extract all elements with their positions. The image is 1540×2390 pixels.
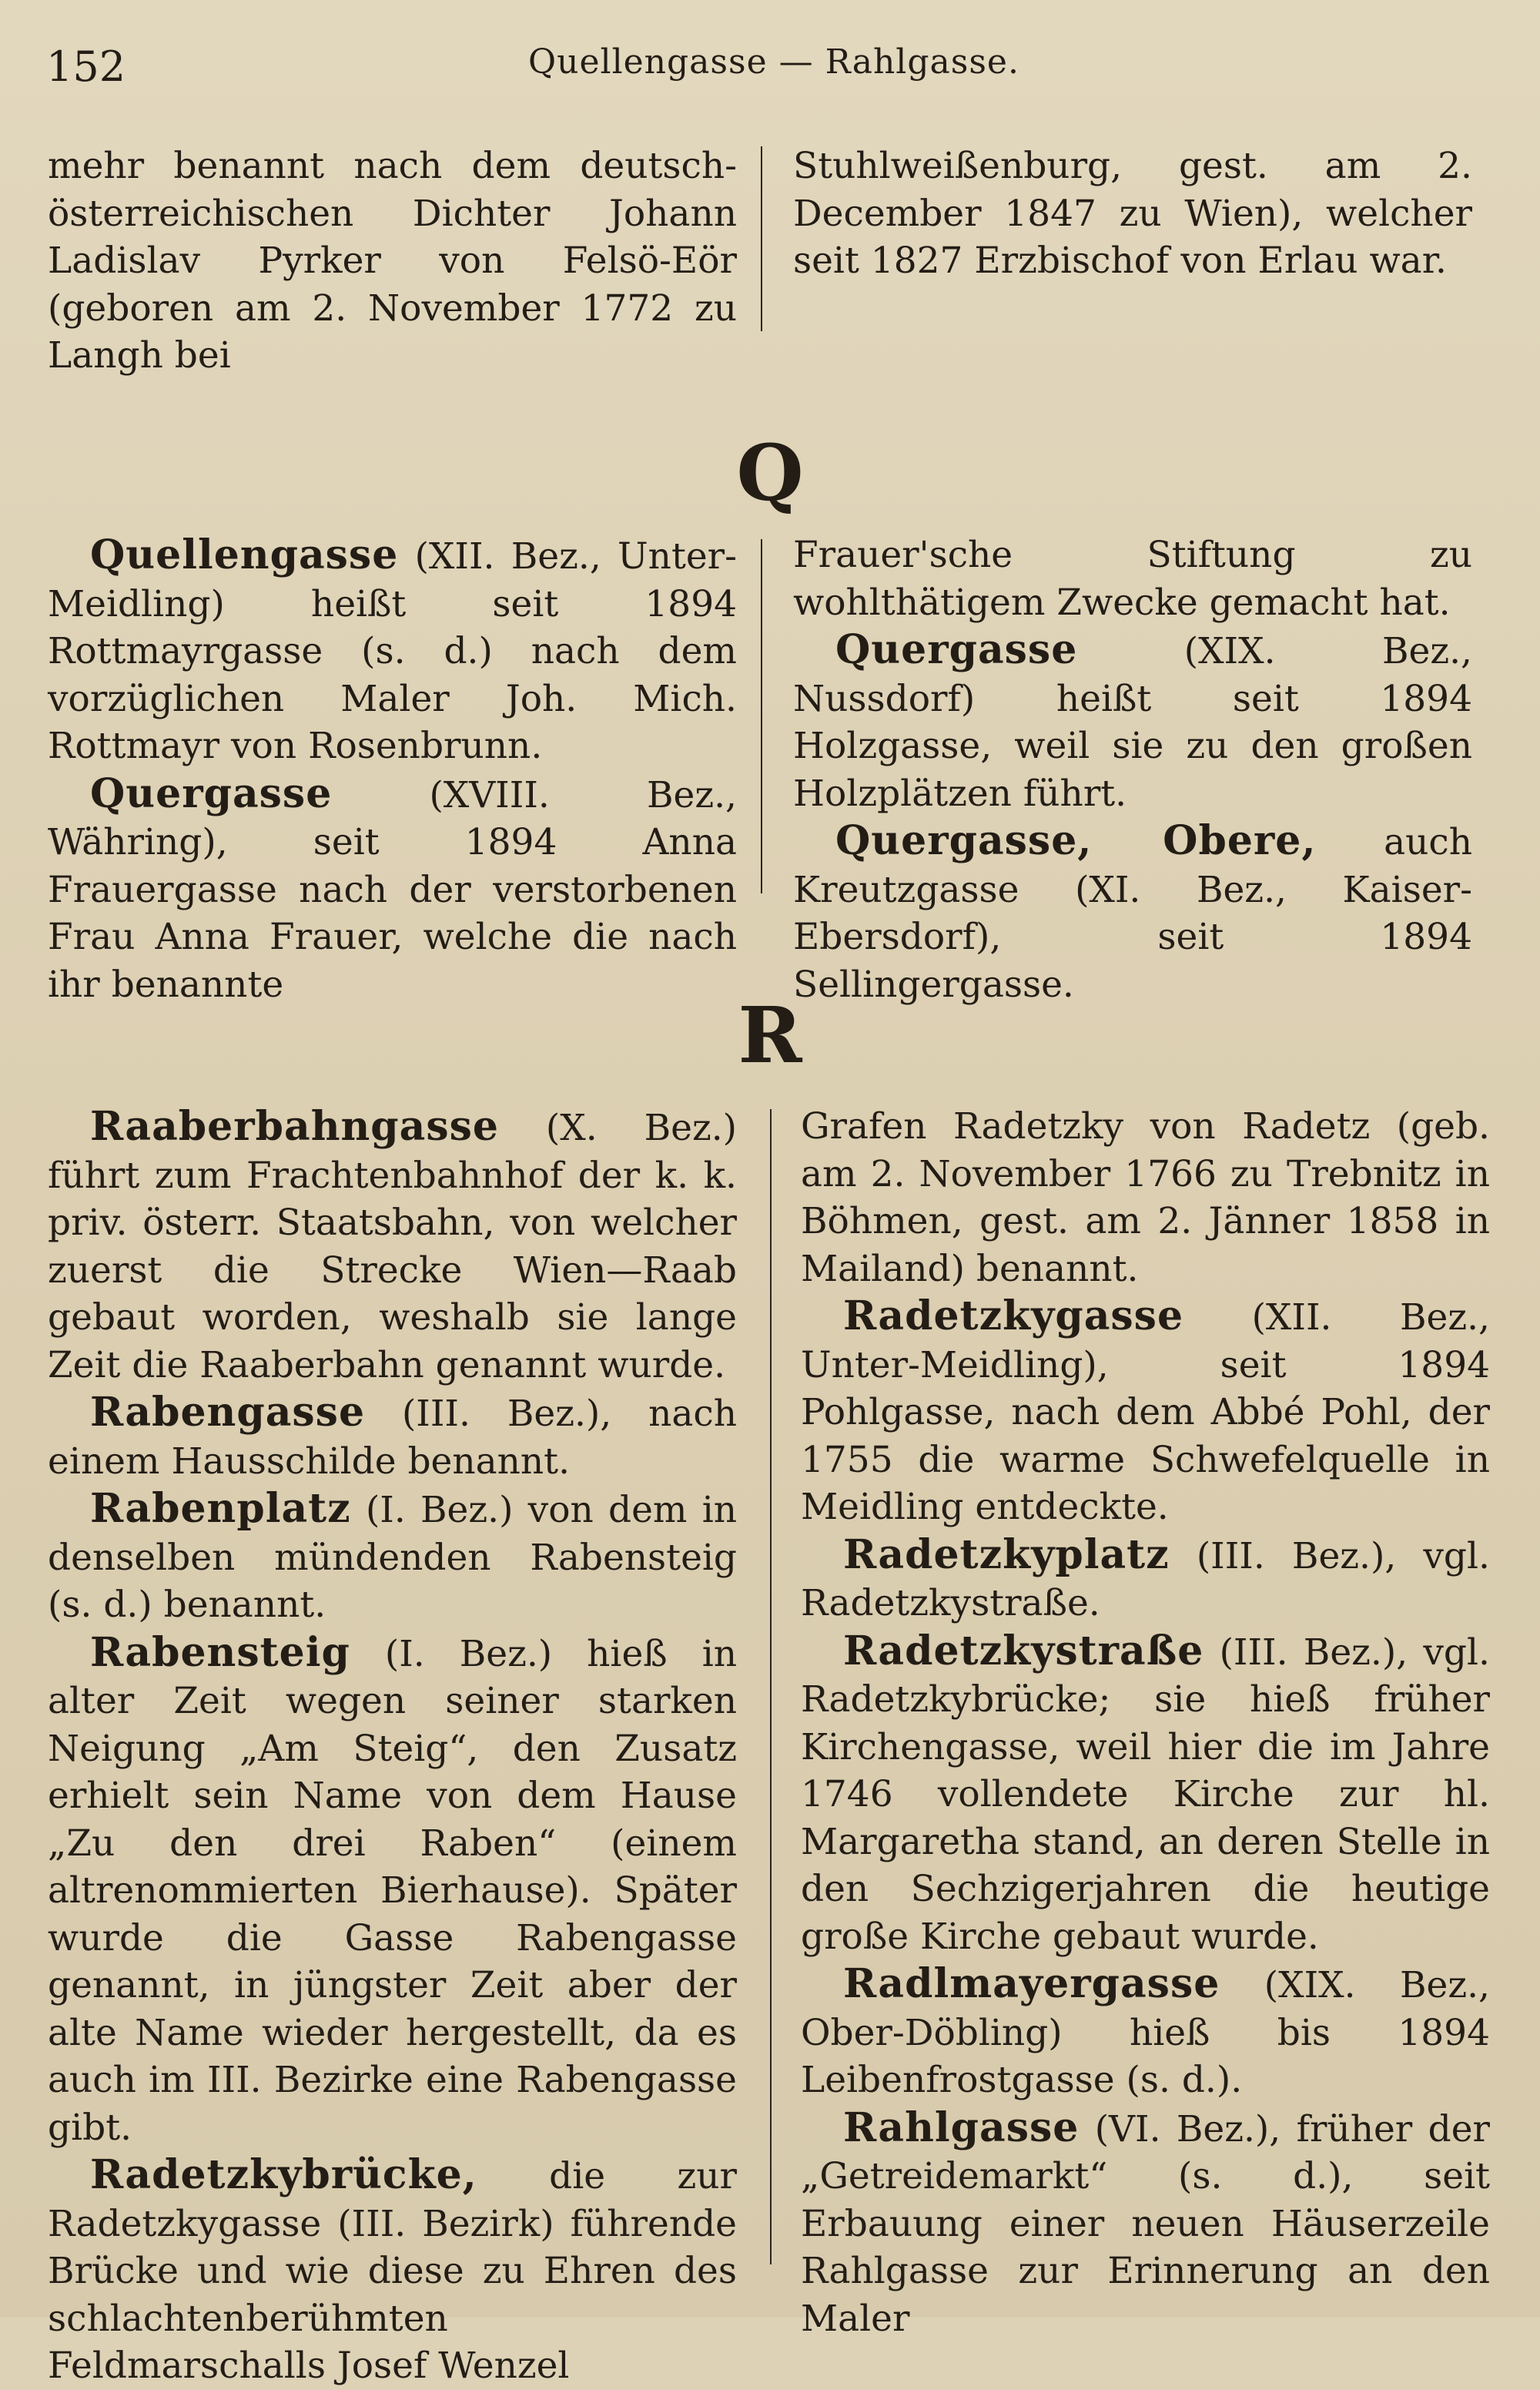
entry-text: (X. Bez.) führt zum Frachtenbahnhof der k. k. priv. österr. Staatsbahn, von welcher zuerst die Strecke Wien—Raab gebaut worden, weshalb sie lange Zeit die Raaberbahn genannt wurde. <box>48 1107 737 1386</box>
entry <box>801 1960 1490 2104</box>
entry-text: (III. Bez.), vgl. Radetzkybrücke; sie hieß früher Kirchengasse, weil hier die im Jahre 1746 vollendete Kirche zur hl. Margaretha stand, an deren Stelle in den Sechzigerjahren die heutige große Kirche gebaut wurde. <box>801 1631 1490 1958</box>
entry-text: (I. Bez.) hieß in alter Zeit wegen seiner starken Neigung „Am Steig“, den Zusatz erhielt sein Name von dem Hause „Zu den drei Raben“ (einem altrenommierten Bierhause). Später wurde die Gasse Rabengasse genannt, in jüngster Zeit aber der alte Name wieder hergestellt, da es auch im III. Bezirke eine Rabengasse gibt. <box>48 1632 737 2149</box>
entry <box>48 770 737 1009</box>
entry-text: (XIX. Bez., Ober-Döbling) hieß bis 1894 Leibenfrostgasse (s. d.). <box>801 1964 1490 2101</box>
entry-keyword: Quergasse, Obere, <box>835 817 1317 864</box>
continued-text: mehr benannt nach dem deutsch-österreichischen Dichter Johann Ladislav Pyrker von Felsö-Eör (geboren am 2. November 1772 zu Langh bei <box>48 145 737 377</box>
entry <box>48 1629 737 2152</box>
entry-keyword: Rahlgasse <box>843 2103 1080 2151</box>
entry <box>801 1292 1490 1531</box>
entry-keyword: Raaberbahngasse <box>90 1103 499 1150</box>
entry <box>48 1389 737 1485</box>
entry-text: (XVIII. Bez., Währing), seit 1894 Anna Frauergasse nach der verstorbenen Frau Anna Frauer, welche die nach ihr benannte <box>48 773 737 1006</box>
entry-keyword: Radlmayergasse <box>843 1960 1220 2007</box>
entry-keyword: Rabenplatz <box>90 1485 351 1532</box>
entry-text: (III. Bez.), nach einem Hausschilde benannt. <box>48 1393 737 1483</box>
entry-keyword: Radetzkystraße <box>843 1627 1204 1674</box>
continued-text: Stuhlweißenburg, gest. am 2. December 1847 zu Wien), welcher seit 1827 Erzbischof von Erlau war. <box>793 145 1472 282</box>
page-header <box>46 42 1502 96</box>
entry <box>801 1627 1490 1961</box>
running-title: Quellengasse — Rahlgasse. <box>528 42 1019 82</box>
continued-text: Frauer'sche Stiftung zu wohlthätigem Zwecke gemacht hat. <box>793 534 1472 624</box>
entry-text: (I. Bez.) von dem in denselben mündenden Rabensteig (s. d.) benannt. <box>48 1489 737 1626</box>
column-divider <box>761 146 762 331</box>
entry-text: (XII. Bez., Unter-Meidling) heißt seit 1894 Rottmayrgasse (s. d.) nach dem vorzüglichen Maler Joh. Mich. Rottmayr von Rosenbrunn. <box>48 535 737 767</box>
top-right-column <box>793 142 1472 285</box>
column-divider <box>761 539 762 893</box>
continued-text: Grafen Radetzky von Radetz (geb. am 2. November 1766 zu Trebnitz in Böhmen, gest. am 2. Jänner 1858 in Mailand) benannt. <box>801 1105 1490 1290</box>
entry-text: auch Kreutzgasse (XI. Bez., Kaiser-Ebersdorf), seit 1894 Sellingergasse. <box>793 821 1472 1006</box>
top-left-column <box>48 142 737 380</box>
entry <box>793 817 1472 1008</box>
entry-text: (XIX. Bez., Nussdorf) heißt seit 1894 Holzgasse, weil sie zu den großen Holzplätzen führt. <box>793 630 1472 815</box>
entry-text: (XII. Bez., Unter-Meidling), seit 1894 Pohlgasse, nach dem Abbé Pohl, der 1755 die warme Schwefelquelle in Meidling entdeckte. <box>801 1296 1490 1528</box>
q-right-column <box>793 531 1472 1008</box>
entry <box>801 1531 1490 1627</box>
entry-keyword: Radetzkybrücke, <box>90 2151 477 2198</box>
entry <box>48 1485 737 1629</box>
entry <box>48 531 737 770</box>
r-left-column <box>48 1103 737 2390</box>
entry <box>793 626 1472 817</box>
page-number: 152 <box>46 42 126 91</box>
r-right-column <box>801 1103 1490 2342</box>
entry-keyword: Radetzkygasse <box>843 1292 1184 1339</box>
entry-text: die zur Radetzkygasse (III. Bezirk) führende Brücke und wie diese zu Ehren des schlachtenberühmten Feldmarschalls Josef Wenzel <box>48 2155 737 2387</box>
entry-text: (III. Bez.), vgl. Radetzkystraße. <box>801 1534 1490 1624</box>
entry-keyword: Quergasse <box>90 769 333 817</box>
q-left-column <box>48 531 737 1008</box>
section-letter-r: R <box>738 990 802 1081</box>
entry-keyword: Rabensteig <box>90 1628 350 1676</box>
section-letter-q: Q <box>736 427 804 518</box>
entry-text: (VI. Bez.), früher der „Getreidemarkt“ (s. d.), seit Erbauung einer neuen Häuserzeile Rahlgasse zur Erinnerung an den Maler <box>801 2107 1490 2340</box>
entry <box>48 2151 737 2390</box>
entry-keyword: Quergasse <box>835 626 1078 673</box>
column-divider <box>770 1109 772 2264</box>
entry-keyword: Rabengasse <box>90 1389 366 1436</box>
entry-keyword: Quellengasse <box>90 531 399 578</box>
entry <box>48 1103 737 1389</box>
entry-keyword: Radetzkyplatz <box>843 1530 1170 1578</box>
entry <box>801 2104 1490 2343</box>
